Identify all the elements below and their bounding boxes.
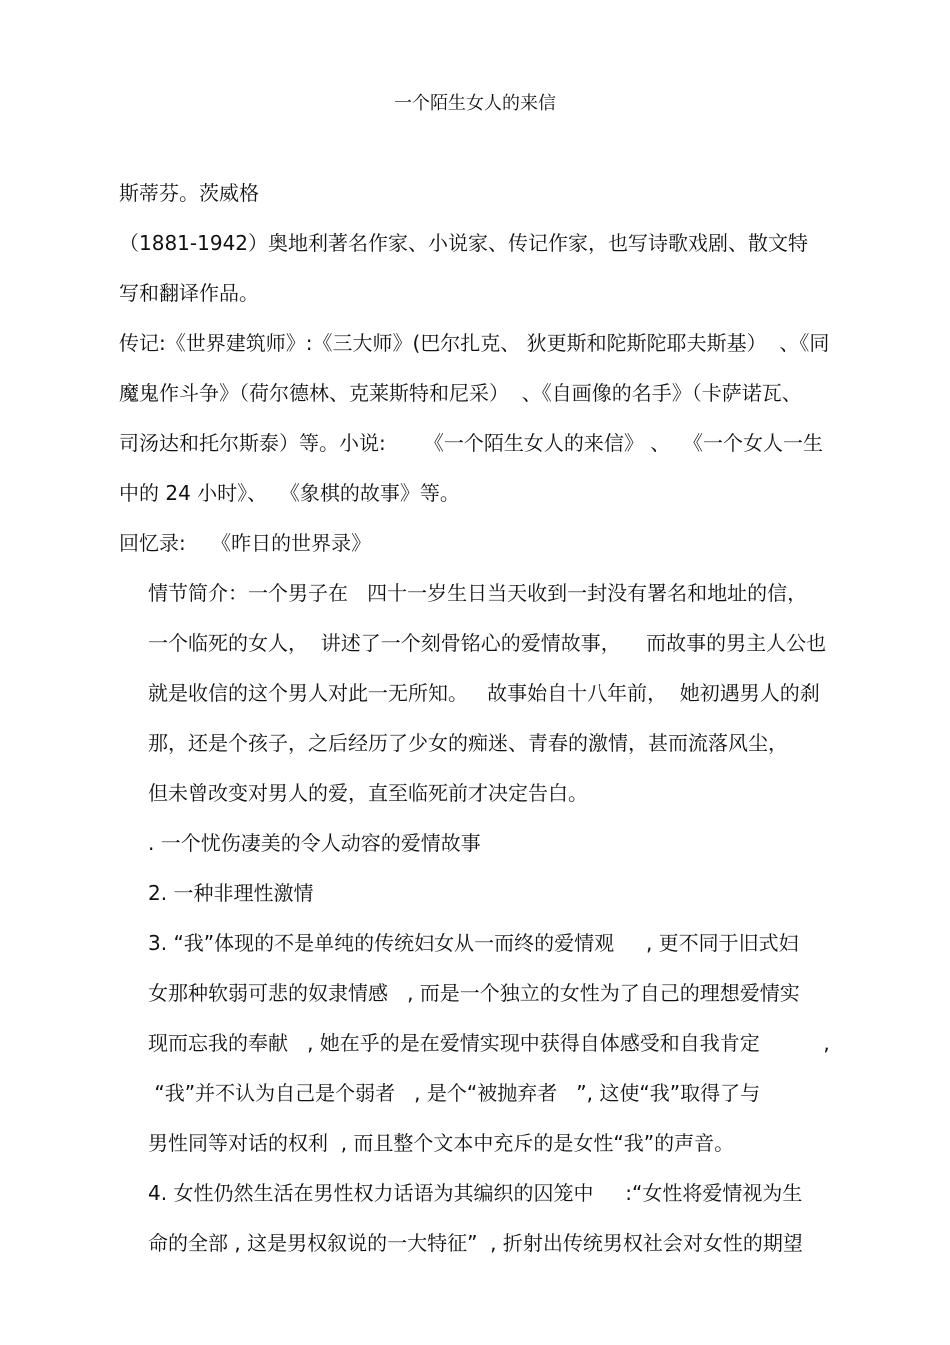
- point-3-line: 3. “我”体现的不是单纯的传统妇女从一而终的爱情观 , 更不同于旧式妇: [148, 931, 799, 955]
- plot-summary-line: 那，还是个孩子，之后经历了少女的痴迷、青春的激情，甚而流落风尘，: [148, 731, 788, 755]
- author-name: 斯蒂芬。茨威格: [119, 181, 259, 205]
- point-2: 2. 一种非理性激情: [148, 881, 314, 905]
- point-1: . 一个忧伤凄美的令人动容的爱情故事: [148, 831, 481, 855]
- point-4-line: 命的全部 , 这是男权叙说的一大特征” , 折射出传统男权社会对女性的期望: [148, 1231, 803, 1255]
- plot-summary-line: 一个临死的女人， 讲述了一个刻骨铭心的爱情故事， 而故事的男主人公也: [148, 631, 827, 655]
- point-3-line: 男性同等对话的权利 , 而且整个文本中充斥的是女性“我”的声音。: [148, 1131, 735, 1155]
- works-line: 中的 24 小时》、 《象棋的故事》等。: [119, 481, 460, 505]
- plot-summary-line: 但未曾改变对男人的爱，直至临死前才决定告白。: [148, 781, 588, 805]
- works-line: 魔鬼作斗争》（荷尔德林、克莱斯特和尼采） 、《自画像的名手》（卡萨诺瓦、: [119, 381, 802, 405]
- works-line: 司汤达和托尔斯泰）等。小说: 《一个陌生女人的来信》 、 《一个女人一生: [119, 431, 823, 455]
- point-4-line: 4. 女性仍然生活在男性权力话语为其编织的囚笼中 :“女性将爱情视为生: [148, 1181, 803, 1205]
- author-bio-line: 写和翻译作品。: [119, 281, 259, 305]
- plot-summary-line: 情节简介：一个男子在 四十一岁生日当天收到一封没有署名和地址的信，: [148, 581, 808, 605]
- point-3-line: 女那种软弱可悲的奴隶情感 , 而是一个独立的女性为了自己的理想爱情实: [148, 981, 800, 1005]
- author-bio-line: （1881-1942）奥地利著名作家、小说家、传记作家，也写诗歌戏剧、散文特: [119, 231, 809, 255]
- plot-summary-line: 就是收信的这个男人对此一无所知。 故事始自十八年前， 她初遇男人的刹: [148, 681, 820, 705]
- works-line: 传记:《世界建筑师》:《三大师》(巴尔扎克、 狄更斯和陀斯陀耶夫斯基） 、《同: [119, 331, 830, 355]
- document-title: 一个陌生女人的来信: [394, 93, 556, 114]
- memoir-line: 回忆录: 《昨日的世界录》: [119, 531, 372, 555]
- point-3-line: 现而忘我的奉献 , 她在乎的是在爱情实现中获得自体感受和自我肯定 ,: [148, 1031, 830, 1055]
- point-3-line: “我”并不认为自己是个弱者 , 是个“被抛弃者 ”, 这使“我”取得了与: [148, 1081, 761, 1105]
